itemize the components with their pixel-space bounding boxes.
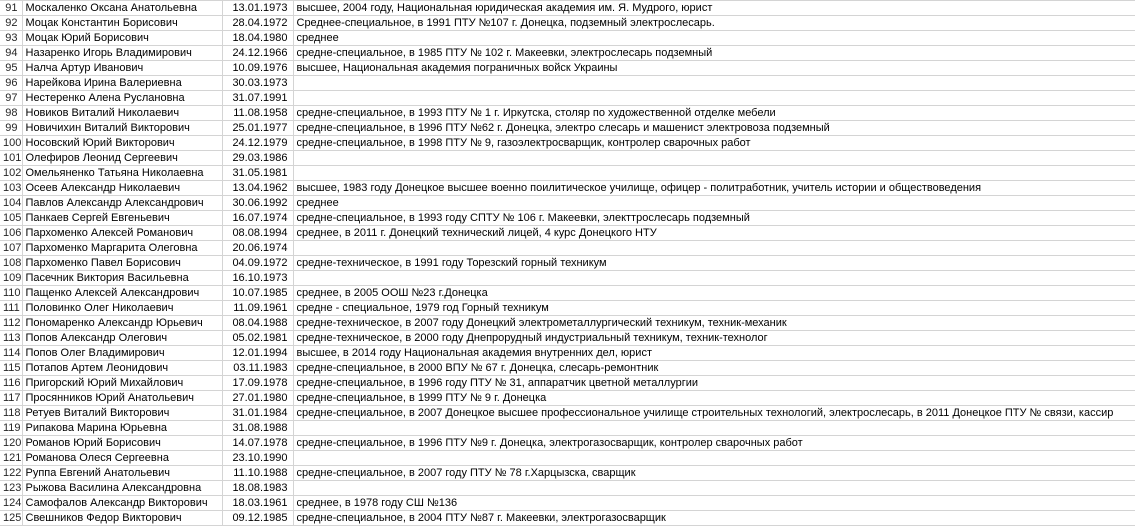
row-number-cell[interactable]: 92 xyxy=(0,16,22,31)
table-row xyxy=(0,181,1135,196)
birthdate-cell[interactable]: 31.05.1981 xyxy=(222,166,293,181)
table-row xyxy=(0,1,1135,16)
row-number-cell[interactable]: 105 xyxy=(0,211,22,226)
birthdate-cell[interactable]: 14.07.1978 xyxy=(222,436,293,451)
name-cell[interactable]: Свешников Федор Викторович xyxy=(22,511,222,526)
table-row xyxy=(0,361,1135,376)
birthdate-cell[interactable]: 31.07.1991 xyxy=(222,91,293,106)
birthdate-cell[interactable]: 24.12.1979 xyxy=(222,136,293,151)
row-number-cell[interactable]: 96 xyxy=(0,76,22,91)
row-number-cell[interactable]: 95 xyxy=(0,61,22,76)
name-cell[interactable]: Панкаев Сергей Евгеньевич xyxy=(22,211,222,226)
name-cell[interactable]: Нестеренко Алена Руслановна xyxy=(22,91,222,106)
row-number-cell[interactable]: 118 xyxy=(0,406,22,421)
birthdate-cell[interactable]: 11.09.1961 xyxy=(222,301,293,316)
education-cell[interactable]: средне-специальное, в 1999 ПТУ № 9 г. Донецка xyxy=(293,391,1135,406)
table-row xyxy=(0,481,1135,496)
education-cell[interactable]: высшее, в 2014 году Национальная академия внутренних дел, юрист xyxy=(293,346,1135,361)
row-number-cell[interactable]: 104 xyxy=(0,196,22,211)
education-cell[interactable] xyxy=(293,481,1135,496)
education-cell[interactable] xyxy=(293,421,1135,436)
name-cell[interactable]: Пономаренко Александр Юрьевич xyxy=(22,316,222,331)
birthdate-cell[interactable]: 17.09.1978 xyxy=(222,376,293,391)
name-cell[interactable]: Потапов Артем Леонидович xyxy=(22,361,222,376)
birthdate-cell[interactable]: 08.08.1994 xyxy=(222,226,293,241)
grid-body xyxy=(0,1,1135,526)
row-number-cell[interactable]: 93 xyxy=(0,31,22,46)
birthdate-cell[interactable]: 18.03.1961 xyxy=(222,496,293,511)
table-row xyxy=(0,106,1135,121)
birthdate-cell[interactable]: 18.08.1983 xyxy=(222,481,293,496)
table-row xyxy=(0,76,1135,91)
education-cell[interactable] xyxy=(293,76,1135,91)
table-row xyxy=(0,286,1135,301)
education-cell[interactable] xyxy=(293,241,1135,256)
birthdate-cell[interactable]: 08.04.1988 xyxy=(222,316,293,331)
birthdate-cell[interactable]: 27.01.1980 xyxy=(222,391,293,406)
table-row xyxy=(0,211,1135,226)
table-row xyxy=(0,496,1135,511)
table-row xyxy=(0,271,1135,286)
education-cell[interactable]: средне-техническое, в 2007 году Донецкий электрометаллургический техникум, техник-механик xyxy=(293,316,1135,331)
table-row xyxy=(0,406,1135,421)
row-number-cell[interactable]: 117 xyxy=(0,391,22,406)
birthdate-cell[interactable]: 04.09.1972 xyxy=(222,256,293,271)
name-cell[interactable]: Моцак Константин Борисович xyxy=(22,16,222,31)
name-cell[interactable]: Попов Олег Владимирович xyxy=(22,346,222,361)
table-row xyxy=(0,61,1135,76)
birthdate-cell[interactable]: 09.12.1985 xyxy=(222,511,293,526)
education-cell[interactable] xyxy=(293,166,1135,181)
birthdate-cell[interactable]: 30.06.1992 xyxy=(222,196,293,211)
birthdate-cell[interactable]: 03.11.1983 xyxy=(222,361,293,376)
table-row xyxy=(0,391,1135,406)
education-cell[interactable]: средне-специальное, в 1996 году ПТУ № 31, аппаратчик цветной металлургии xyxy=(293,376,1135,391)
education-cell[interactable]: среднее xyxy=(293,196,1135,211)
birthdate-cell[interactable]: 11.08.1958 xyxy=(222,106,293,121)
table-row xyxy=(0,16,1135,31)
table-row xyxy=(0,346,1135,361)
row-number-cell[interactable]: 98 xyxy=(0,106,22,121)
name-cell[interactable]: Пригорский Юрий Михайлович xyxy=(22,376,222,391)
table-row xyxy=(0,301,1135,316)
table-row xyxy=(0,466,1135,481)
row-number-cell[interactable]: 115 xyxy=(0,361,22,376)
birthdate-cell[interactable]: 18.04.1980 xyxy=(222,31,293,46)
table-row xyxy=(0,46,1135,61)
education-cell[interactable]: средне-техническое, в 2000 году Днепрорудный индустриальный техникум, техник-технолог xyxy=(293,331,1135,346)
table-row xyxy=(0,436,1135,451)
table-row xyxy=(0,31,1135,46)
table-row xyxy=(0,166,1135,181)
row-number-cell[interactable]: 109 xyxy=(0,271,22,286)
education-cell[interactable]: среднее, в 2011 г. Донецкий технический лицей, 4 курс Донецкого НТУ xyxy=(293,226,1135,241)
name-cell[interactable]: Ретуев Виталий Викторович xyxy=(22,406,222,421)
row-number-cell[interactable]: 102 xyxy=(0,166,22,181)
education-cell[interactable]: высшее, Национальная академия пограничных войск Украины xyxy=(293,61,1135,76)
education-cell[interactable]: средне-специальное, в 1998 ПТУ № 9, газоэлектросварщик, контролер сварочных работ xyxy=(293,136,1135,151)
education-cell[interactable]: средне-специальное, в 1985 ПТУ № 102 г. Макеевки, электрослесарь подземный xyxy=(293,46,1135,61)
education-cell[interactable]: средне-специальное, в 2007 году ПТУ № 78 г.Харцызска, сварщик xyxy=(293,466,1135,481)
row-number-cell[interactable]: 111 xyxy=(0,301,22,316)
table-row xyxy=(0,451,1135,466)
birthdate-cell[interactable]: 28.04.1972 xyxy=(222,16,293,31)
table-row xyxy=(0,511,1135,526)
birthdate-cell[interactable]: 13.01.1973 xyxy=(222,1,293,16)
row-number-cell[interactable]: 91 xyxy=(0,1,22,16)
row-number-cell[interactable]: 116 xyxy=(0,376,22,391)
row-number-cell[interactable]: 107 xyxy=(0,241,22,256)
name-cell[interactable]: Носовский Юрий Викторович xyxy=(22,136,222,151)
education-cell[interactable]: высшее, 2004 году, Национальная юридическая академия им. Я. Мудрого, юрист xyxy=(293,1,1135,16)
name-cell[interactable]: Рипакова Марина Юрьевна xyxy=(22,421,222,436)
education-cell[interactable]: Среднее-специальное, в 1991 ПТУ №107 г. Донецка, подземный электрослесарь. xyxy=(293,16,1135,31)
education-cell[interactable]: средне-специальное, в 2007 Донецкое высшее профессиональное училище строительных технологий, электрослесарь, в 2011 Донецкое ПТУ № связи, кассир xyxy=(293,406,1135,421)
table-row xyxy=(0,151,1135,166)
row-number-cell[interactable]: 108 xyxy=(0,256,22,271)
row-number-cell[interactable]: 119 xyxy=(0,421,22,436)
education-cell[interactable]: средне-специальное, в 1996 ПТУ №9 г. Донецка, электрогазосварщик, контролер сварочных работ xyxy=(293,436,1135,451)
row-number-cell[interactable]: 125 xyxy=(0,511,22,526)
education-cell[interactable]: средне-специальное, в 2004 ПТУ №87 г. Макеевки, электрогазосварщик xyxy=(293,511,1135,526)
name-cell[interactable]: Новичихин Виталий Викторович xyxy=(22,121,222,136)
education-cell[interactable]: высшее, 1983 году Донецкое высшее военно поилитическое училище, офицер - политработник, учитель истории и обществоведения xyxy=(293,181,1135,196)
education-cell[interactable] xyxy=(293,451,1135,466)
table-row xyxy=(0,316,1135,331)
education-cell[interactable]: средне-специальное, в 1993 ПТУ № 1 г. Иркутска, столяр по художественной отделке мебели xyxy=(293,106,1135,121)
birthdate-cell[interactable]: 31.01.1984 xyxy=(222,406,293,421)
birthdate-cell[interactable]: 31.08.1988 xyxy=(222,421,293,436)
row-number-cell[interactable]: 94 xyxy=(0,46,22,61)
name-cell[interactable]: Пархоменко Маргарита Олеговна xyxy=(22,241,222,256)
name-cell[interactable]: Романов Юрий Борисович xyxy=(22,436,222,451)
birthdate-cell[interactable]: 30.03.1973 xyxy=(222,76,293,91)
table-row xyxy=(0,241,1135,256)
name-cell[interactable]: Попов Александр Олегович xyxy=(22,331,222,346)
birthdate-cell[interactable]: 13.04.1962 xyxy=(222,181,293,196)
name-cell[interactable]: Пархоменко Алексей Романович xyxy=(22,226,222,241)
row-number-cell[interactable]: 124 xyxy=(0,496,22,511)
name-cell[interactable]: Рыжова Василина Александровна xyxy=(22,481,222,496)
table-row xyxy=(0,256,1135,271)
birthdate-cell[interactable]: 11.10.1988 xyxy=(222,466,293,481)
birthdate-cell[interactable]: 10.07.1985 xyxy=(222,286,293,301)
table-row xyxy=(0,226,1135,241)
name-cell[interactable]: Омельяненко Татьяна Николаевна xyxy=(22,166,222,181)
row-number-cell[interactable]: 112 xyxy=(0,316,22,331)
education-cell[interactable]: средне-специальное, в 1993 году СПТУ № 106 г. Макеевки, электтрослесарь подземный xyxy=(293,211,1135,226)
row-number-cell[interactable]: 113 xyxy=(0,331,22,346)
birthdate-cell[interactable]: 25.01.1977 xyxy=(222,121,293,136)
table-row xyxy=(0,421,1135,436)
birthdate-cell[interactable]: 29.03.1986 xyxy=(222,151,293,166)
name-cell[interactable]: Пащенко Алексей Александрович xyxy=(22,286,222,301)
row-number-cell[interactable]: 121 xyxy=(0,451,22,466)
name-cell[interactable]: Осеев Александр Николаевич xyxy=(22,181,222,196)
row-number-cell[interactable]: 114 xyxy=(0,346,22,361)
education-cell[interactable]: средне-специальное, в 2000 ВПУ № 67 г. Донецка, слесарь-ремонтник xyxy=(293,361,1135,376)
row-number-cell[interactable]: 106 xyxy=(0,226,22,241)
education-cell[interactable]: средне-техническое, в 1991 году Торезский горный техникум xyxy=(293,256,1135,271)
education-cell[interactable] xyxy=(293,151,1135,166)
birthdate-cell[interactable]: 24.12.1966 xyxy=(222,46,293,61)
birthdate-cell[interactable]: 10.09.1976 xyxy=(222,61,293,76)
table-row xyxy=(0,91,1135,106)
name-cell[interactable]: Павлов Александр Александрович xyxy=(22,196,222,211)
row-number-cell[interactable]: 120 xyxy=(0,436,22,451)
row-number-cell[interactable]: 103 xyxy=(0,181,22,196)
birthdate-cell[interactable]: 16.10.1973 xyxy=(222,271,293,286)
education-cell[interactable]: среднее xyxy=(293,31,1135,46)
birthdate-cell[interactable]: 23.10.1990 xyxy=(222,451,293,466)
row-number-cell[interactable]: 122 xyxy=(0,466,22,481)
row-number-cell[interactable]: 97 xyxy=(0,91,22,106)
name-cell[interactable]: Самофалов Александр Викторович xyxy=(22,496,222,511)
name-cell[interactable]: Назаренко Игорь Владимирович xyxy=(22,46,222,61)
birthdate-cell[interactable]: 20.06.1974 xyxy=(222,241,293,256)
table-row xyxy=(0,196,1135,211)
name-cell[interactable]: Романова Олеся Сергеевна xyxy=(22,451,222,466)
name-cell[interactable]: Просянников Юрий Анатольевич xyxy=(22,391,222,406)
name-cell[interactable]: Олефиров Леонид Сергеевич xyxy=(22,151,222,166)
row-number-cell[interactable]: 123 xyxy=(0,481,22,496)
row-number-cell[interactable]: 101 xyxy=(0,151,22,166)
name-cell[interactable]: Пасечник Виктория Васильевна xyxy=(22,271,222,286)
name-cell[interactable]: Новиков Виталий Николаевич xyxy=(22,106,222,121)
education-cell[interactable]: среднее, в 1978 году СШ №136 xyxy=(293,496,1135,511)
table-row xyxy=(0,331,1135,346)
table-row xyxy=(0,121,1135,136)
name-cell[interactable]: Москаленко Оксана Анатольевна xyxy=(22,1,222,16)
education-cell[interactable]: средне - специальное, 1979 год Горный техникум xyxy=(293,301,1135,316)
name-cell[interactable]: Пархоменко Павел Борисович xyxy=(22,256,222,271)
education-cell[interactable] xyxy=(293,91,1135,106)
name-cell[interactable]: Нарейкова Ирина Валериевна xyxy=(22,76,222,91)
name-cell[interactable]: Руппа Евгений Анатольевич xyxy=(22,466,222,481)
row-number-cell[interactable]: 100 xyxy=(0,136,22,151)
birthdate-cell[interactable]: 05.02.1981 xyxy=(222,331,293,346)
name-cell[interactable]: Моцак Юрий Борисович xyxy=(22,31,222,46)
education-cell[interactable]: средне-специальное, в 1996 ПТУ №62 г. Донецка, электро слесарь и машенист электровоза подземный xyxy=(293,121,1135,136)
education-cell[interactable] xyxy=(293,271,1135,286)
row-number-cell[interactable]: 99 xyxy=(0,121,22,136)
row-number-cell[interactable]: 110 xyxy=(0,286,22,301)
name-cell[interactable]: Половинко Олег Николаевич xyxy=(22,301,222,316)
name-cell[interactable]: Налча Артур Иванович xyxy=(22,61,222,76)
birthdate-cell[interactable]: 12.01.1994 xyxy=(222,346,293,361)
birthdate-cell[interactable]: 16.07.1974 xyxy=(222,211,293,226)
table-row xyxy=(0,376,1135,391)
education-cell[interactable]: среднее, в 2005 ООШ №23 г.Донецка xyxy=(293,286,1135,301)
table-row xyxy=(0,136,1135,151)
